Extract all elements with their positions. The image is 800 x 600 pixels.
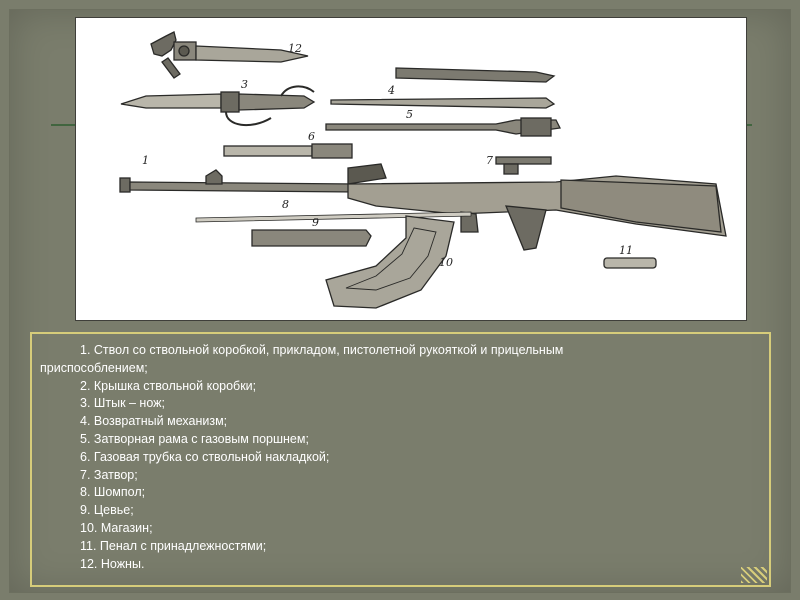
legend-item-4 (40, 413, 759, 431)
legend-box (30, 332, 771, 587)
legend-item-6 (40, 449, 759, 467)
part-number-12: 12 (288, 42, 302, 55)
legend-item-1 (40, 342, 759, 378)
legend-item-10 (40, 520, 759, 538)
part-bolt-carrier (326, 118, 560, 136)
legend-item-7 (40, 467, 759, 485)
part-number-6: 6 (308, 130, 315, 143)
legend-item-text: 10. Магазин; (80, 520, 153, 535)
legend-item-3 (40, 395, 759, 413)
legend-item-text: 7. Затвор; (80, 467, 138, 482)
part-number-4: 4 (388, 84, 395, 97)
part-handguard (252, 230, 371, 246)
part-number-8: 8 (282, 198, 289, 211)
diagram-svg (76, 18, 746, 320)
part-number-5: 5 (406, 108, 413, 121)
part-number-9: 9 (312, 216, 319, 229)
legend-item-text: 1. Ствол со ствольной коробкой, прикладом, пистолетной рукояткой и прицельным (80, 343, 564, 357)
legend-item-2 (40, 378, 759, 396)
legend-item-9 (40, 502, 759, 520)
corner-decoration (741, 567, 767, 583)
legend-item-text: 11. Пенал с принадлежностями; (80, 538, 267, 553)
legend-item-12 (40, 556, 759, 574)
part-number-3: 3 (241, 78, 248, 91)
legend-item-text: 5. Затворная рама с газовым поршнем; (80, 431, 309, 446)
legend-item-text: 3. Штык – нож; (80, 396, 165, 411)
rifle-parts-diagram (75, 17, 747, 321)
part-receiver-cover (396, 68, 554, 82)
legend-item-5 (40, 431, 759, 449)
legend-list (40, 342, 759, 573)
part-accessory-case (604, 258, 656, 268)
part-number-7: 7 (486, 154, 493, 167)
legend-item-8 (40, 484, 759, 502)
legend-item-text-continuation: приспособлением; (40, 360, 148, 375)
part-number-1: 1 (142, 154, 149, 167)
legend-item-text: 4. Возвратный механизм; (80, 414, 228, 429)
part-bolt (496, 157, 551, 174)
part-number-10: 10 (439, 256, 453, 269)
part-recoil-mechanism (331, 98, 554, 108)
legend-item-text: 12. Ножны. (80, 556, 145, 571)
legend-item-text: 8. Шомпол; (80, 485, 146, 500)
part-bayonet (121, 86, 314, 125)
part-number-11: 11 (619, 244, 633, 257)
legend-item-text: 6. Газовая трубка со ствольной накладкой; (80, 449, 330, 464)
part-gas-tube (224, 144, 352, 158)
legend-item-11 (40, 538, 759, 556)
legend-item-text: 9. Цевье; (80, 503, 134, 518)
legend-item-text: 2. Крышка ствольной коробки; (80, 378, 257, 393)
title-rule-left (51, 124, 77, 126)
part-scabbard (151, 32, 308, 78)
